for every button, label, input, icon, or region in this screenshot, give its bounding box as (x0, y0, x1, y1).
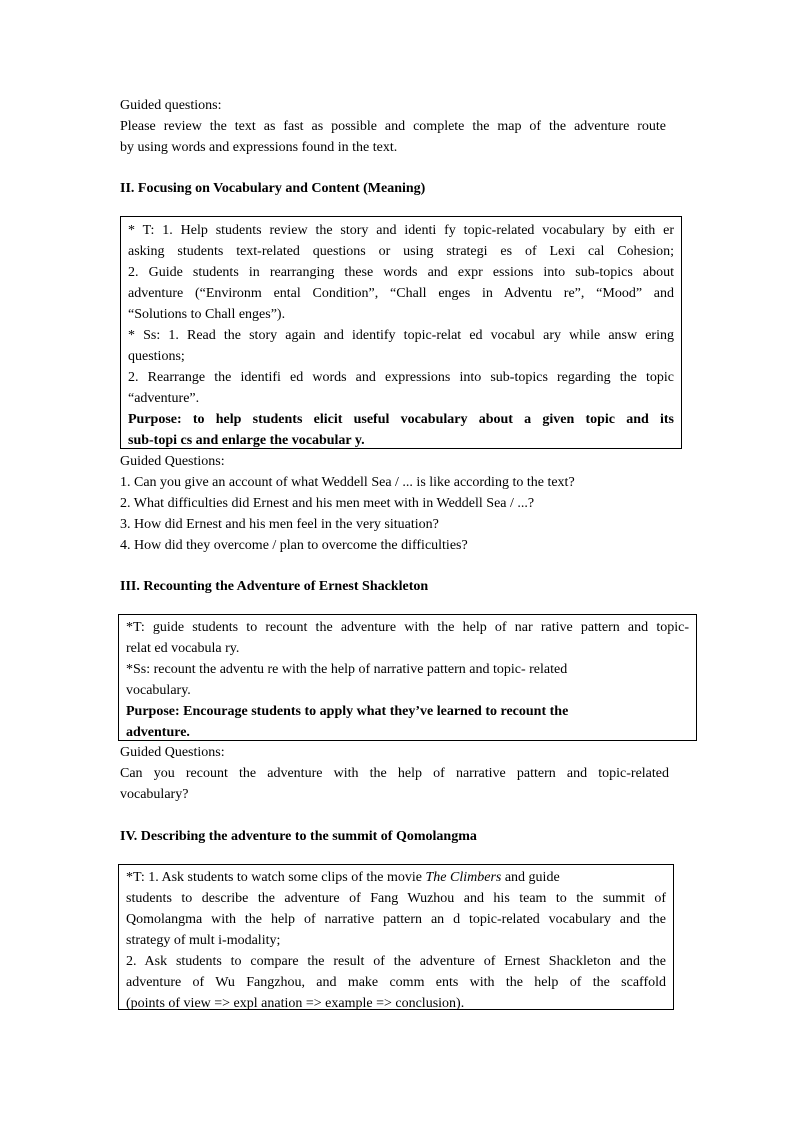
purpose-line: Purpose: to help students elicit useful vocabulary about a given topic and its (128, 412, 674, 427)
box-line-text: and guide (501, 870, 560, 885)
box-line: 2. Guide students in rearranging these words and expr essions into sub-topics about (128, 265, 674, 280)
box-line: adventure (“Environm ental Condition”, “Chall enges in Adventu re”, “Mood” and (128, 286, 674, 301)
box-line: adventure of Wu Fangzhou, and make comm ents with the help of the scaffold (126, 975, 666, 990)
box-line: “Solutions to Chall enges”). (128, 307, 286, 322)
box-line: questions; (128, 349, 185, 364)
guided-questions-label: Guided Questions: (120, 745, 225, 760)
box-line: asking students text-related questions or using strategi es of Lexi cal Cohesion; (128, 244, 674, 259)
box-line-text: *T: 1. Ask students to watch some clips of the movie (126, 870, 426, 885)
box-line: relat ed vocabula ry. (126, 641, 240, 656)
purpose-line: sub-topi cs and enlarge the vocabular y. (128, 433, 365, 448)
guided-line: Can you recount the adventure with the help of narrative pattern and topic-related (120, 766, 669, 781)
question-item: 2. What difficulties did Ernest and his men meet with in Weddell Sea / ...? (120, 496, 535, 511)
box-line: 2. Rearrange the identifi ed words and expressions into sub-topics regarding the topic (128, 370, 674, 385)
guided-line: Please review the text as fast as possible and complete the map of the adventure route (120, 119, 666, 134)
activity-box (120, 216, 682, 449)
question-item: 4. How did they overcome / plan to overcome the difficulties? (120, 538, 468, 553)
question-item: 3. How did Ernest and his men feel in the very situation? (120, 517, 439, 532)
box-line: “adventure”. (128, 391, 200, 406)
guided-line: vocabulary? (120, 787, 189, 802)
guided-questions-label: Guided questions: (120, 98, 222, 113)
box-line: * Ss: 1. Read the story again and identify topic-relat ed vocabul ary while answ ering (128, 328, 674, 343)
box-line: Qomolangma with the help of narrative pattern an d topic-related vocabulary and the (126, 912, 666, 927)
box-line: *Ss: recount the adventu re with the help of narrative pattern and topic- related (126, 662, 568, 677)
question-item: 1. Can you give an account of what Weddell Sea / ... is like according to the text? (120, 475, 575, 490)
activity-box (118, 614, 697, 741)
box-line: * T: 1. Help students review the story and identi fy topic-related vocabulary by eith er (128, 223, 674, 238)
box-line: students to describe the adventure of Fang Wuzhou and his team to the summit of (126, 891, 666, 906)
activity-box (118, 864, 674, 1010)
box-line: *T: guide students to recount the adventure with the help of nar rative pattern and topic- (126, 620, 689, 635)
section-heading: II. Focusing on Vocabulary and Content (Meaning) (120, 181, 426, 196)
purpose-line: adventure. (126, 725, 190, 740)
section-heading: IV. Describing the adventure to the summit of Qomolangma (120, 829, 477, 844)
box-line (126, 867, 666, 888)
box-line: vocabulary. (126, 683, 191, 698)
section-heading: III. Recounting the Adventure of Ernest Shackleton (120, 579, 429, 594)
guided-line: by using words and expressions found in the text. (120, 140, 398, 155)
guided-questions-label: Guided Questions: (120, 454, 225, 469)
box-line: 2. Ask students to compare the result of the adventure of Ernest Shackleton and the (126, 954, 666, 969)
purpose-line: Purpose: Encourage students to apply what they’ve learned to recount the (126, 704, 569, 719)
box-line: strategy of mult i-modality; (126, 933, 281, 948)
movie-title: The Climbers (425, 870, 502, 885)
box-line: (points of view => expl anation => example => conclusion). (126, 996, 465, 1011)
